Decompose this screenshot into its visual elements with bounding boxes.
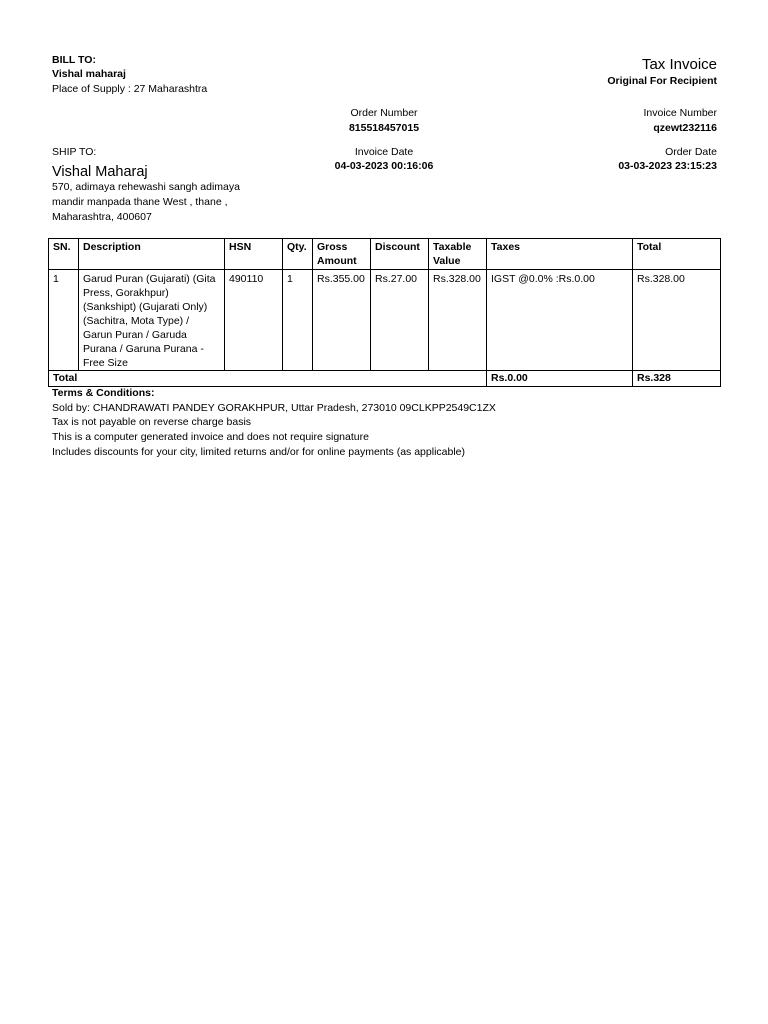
header-discount: Discount — [371, 239, 429, 270]
header-description: Description — [79, 239, 225, 270]
invoice-date-label: Invoice Date — [354, 146, 414, 158]
invoice-number-label: Invoice Number — [643, 107, 717, 119]
address-line: Maharashtra, 400607 — [52, 211, 152, 223]
place-of-supply: Place of Supply : 27 Maharashtra — [52, 83, 208, 95]
cell-discount: Rs.27.00 — [371, 270, 429, 371]
line-items-table — [48, 238, 721, 387]
address-line: mandir manpada thane West , thane , — [52, 196, 228, 208]
order-number-label: Order Number — [350, 107, 418, 119]
header-gross-amount — [313, 239, 371, 270]
cell-taxable-value: Rs.328.00 — [429, 270, 487, 371]
terms-line: Tax is not payable on reverse charge basis — [52, 416, 252, 429]
header-taxes: Taxes — [487, 239, 633, 270]
ship-to-address — [52, 180, 252, 225]
header-total: Total — [633, 239, 721, 270]
table-row — [49, 270, 721, 371]
bill-to-label: BILL TO: — [52, 54, 96, 66]
order-date-label: Order Date — [665, 146, 717, 158]
cell-taxes: IGST @0.0% :Rs.0.00 — [487, 270, 633, 371]
header-gross-line1: Gross — [317, 241, 348, 253]
terms-section — [52, 386, 732, 459]
bill-to-name: Vishal maharaj — [52, 68, 126, 80]
cell-sn: 1 — [49, 270, 79, 371]
invoice-date-value: 04-03-2023 00:16:06 — [334, 160, 434, 172]
order-date-value: 03-03-2023 23:15:23 — [618, 160, 717, 172]
header-qty: Qty. — [283, 239, 313, 270]
header-gross-line2: Amount — [317, 255, 357, 267]
total-amount: Rs.328 — [633, 371, 721, 387]
header-hsn: HSN — [225, 239, 283, 270]
document-title: Tax Invoice — [641, 56, 717, 73]
total-label: Total — [49, 371, 487, 387]
table-header-row — [49, 239, 721, 270]
invoice-number-value: qzewt232116 — [653, 122, 717, 134]
ship-to-label: SHIP TO: — [52, 146, 97, 158]
header-sn: SN. — [49, 239, 79, 270]
terms-line: Includes discounts for your city, limited returns and/or for online payments (as applicable) — [52, 445, 466, 458]
header-taxable-line2: Value — [433, 255, 461, 267]
terms-line: This is a computer generated invoice and does not require signature — [52, 431, 369, 444]
header-taxable-line1: Taxable — [433, 241, 472, 253]
cell-qty: 1 — [283, 270, 313, 371]
ship-to-name: Vishal Maharaj — [52, 164, 148, 180]
header-taxable-value — [429, 239, 487, 270]
total-taxes: Rs.0.00 — [487, 371, 633, 387]
document-subtitle: Original For Recipient — [607, 75, 717, 87]
cell-total: Rs.328.00 — [633, 270, 721, 371]
table-total-row — [49, 371, 721, 387]
cell-hsn: 490110 — [225, 270, 283, 371]
order-number-value: 815518457015 — [348, 122, 420, 134]
cell-gross-amount: Rs.355.00 — [313, 270, 371, 371]
terms-heading: Terms & Conditions: — [52, 387, 155, 399]
address-line: 570, adimaya rehewashi sangh adimaya — [52, 181, 240, 193]
cell-description: Garud Puran (Gujarati) (Gita Press, Gorakhpur) (Sankshipt) (Gujarati Only) (Sachitra, Mota Type) / Garun Puran / Garuda Purana / Garuna Purana - Free Size — [79, 270, 225, 371]
terms-line: Sold by: CHANDRAWATI PANDEY GORAKHPUR, Uttar Pradesh, 273010 09CLKPP2549C1ZX — [52, 401, 496, 414]
